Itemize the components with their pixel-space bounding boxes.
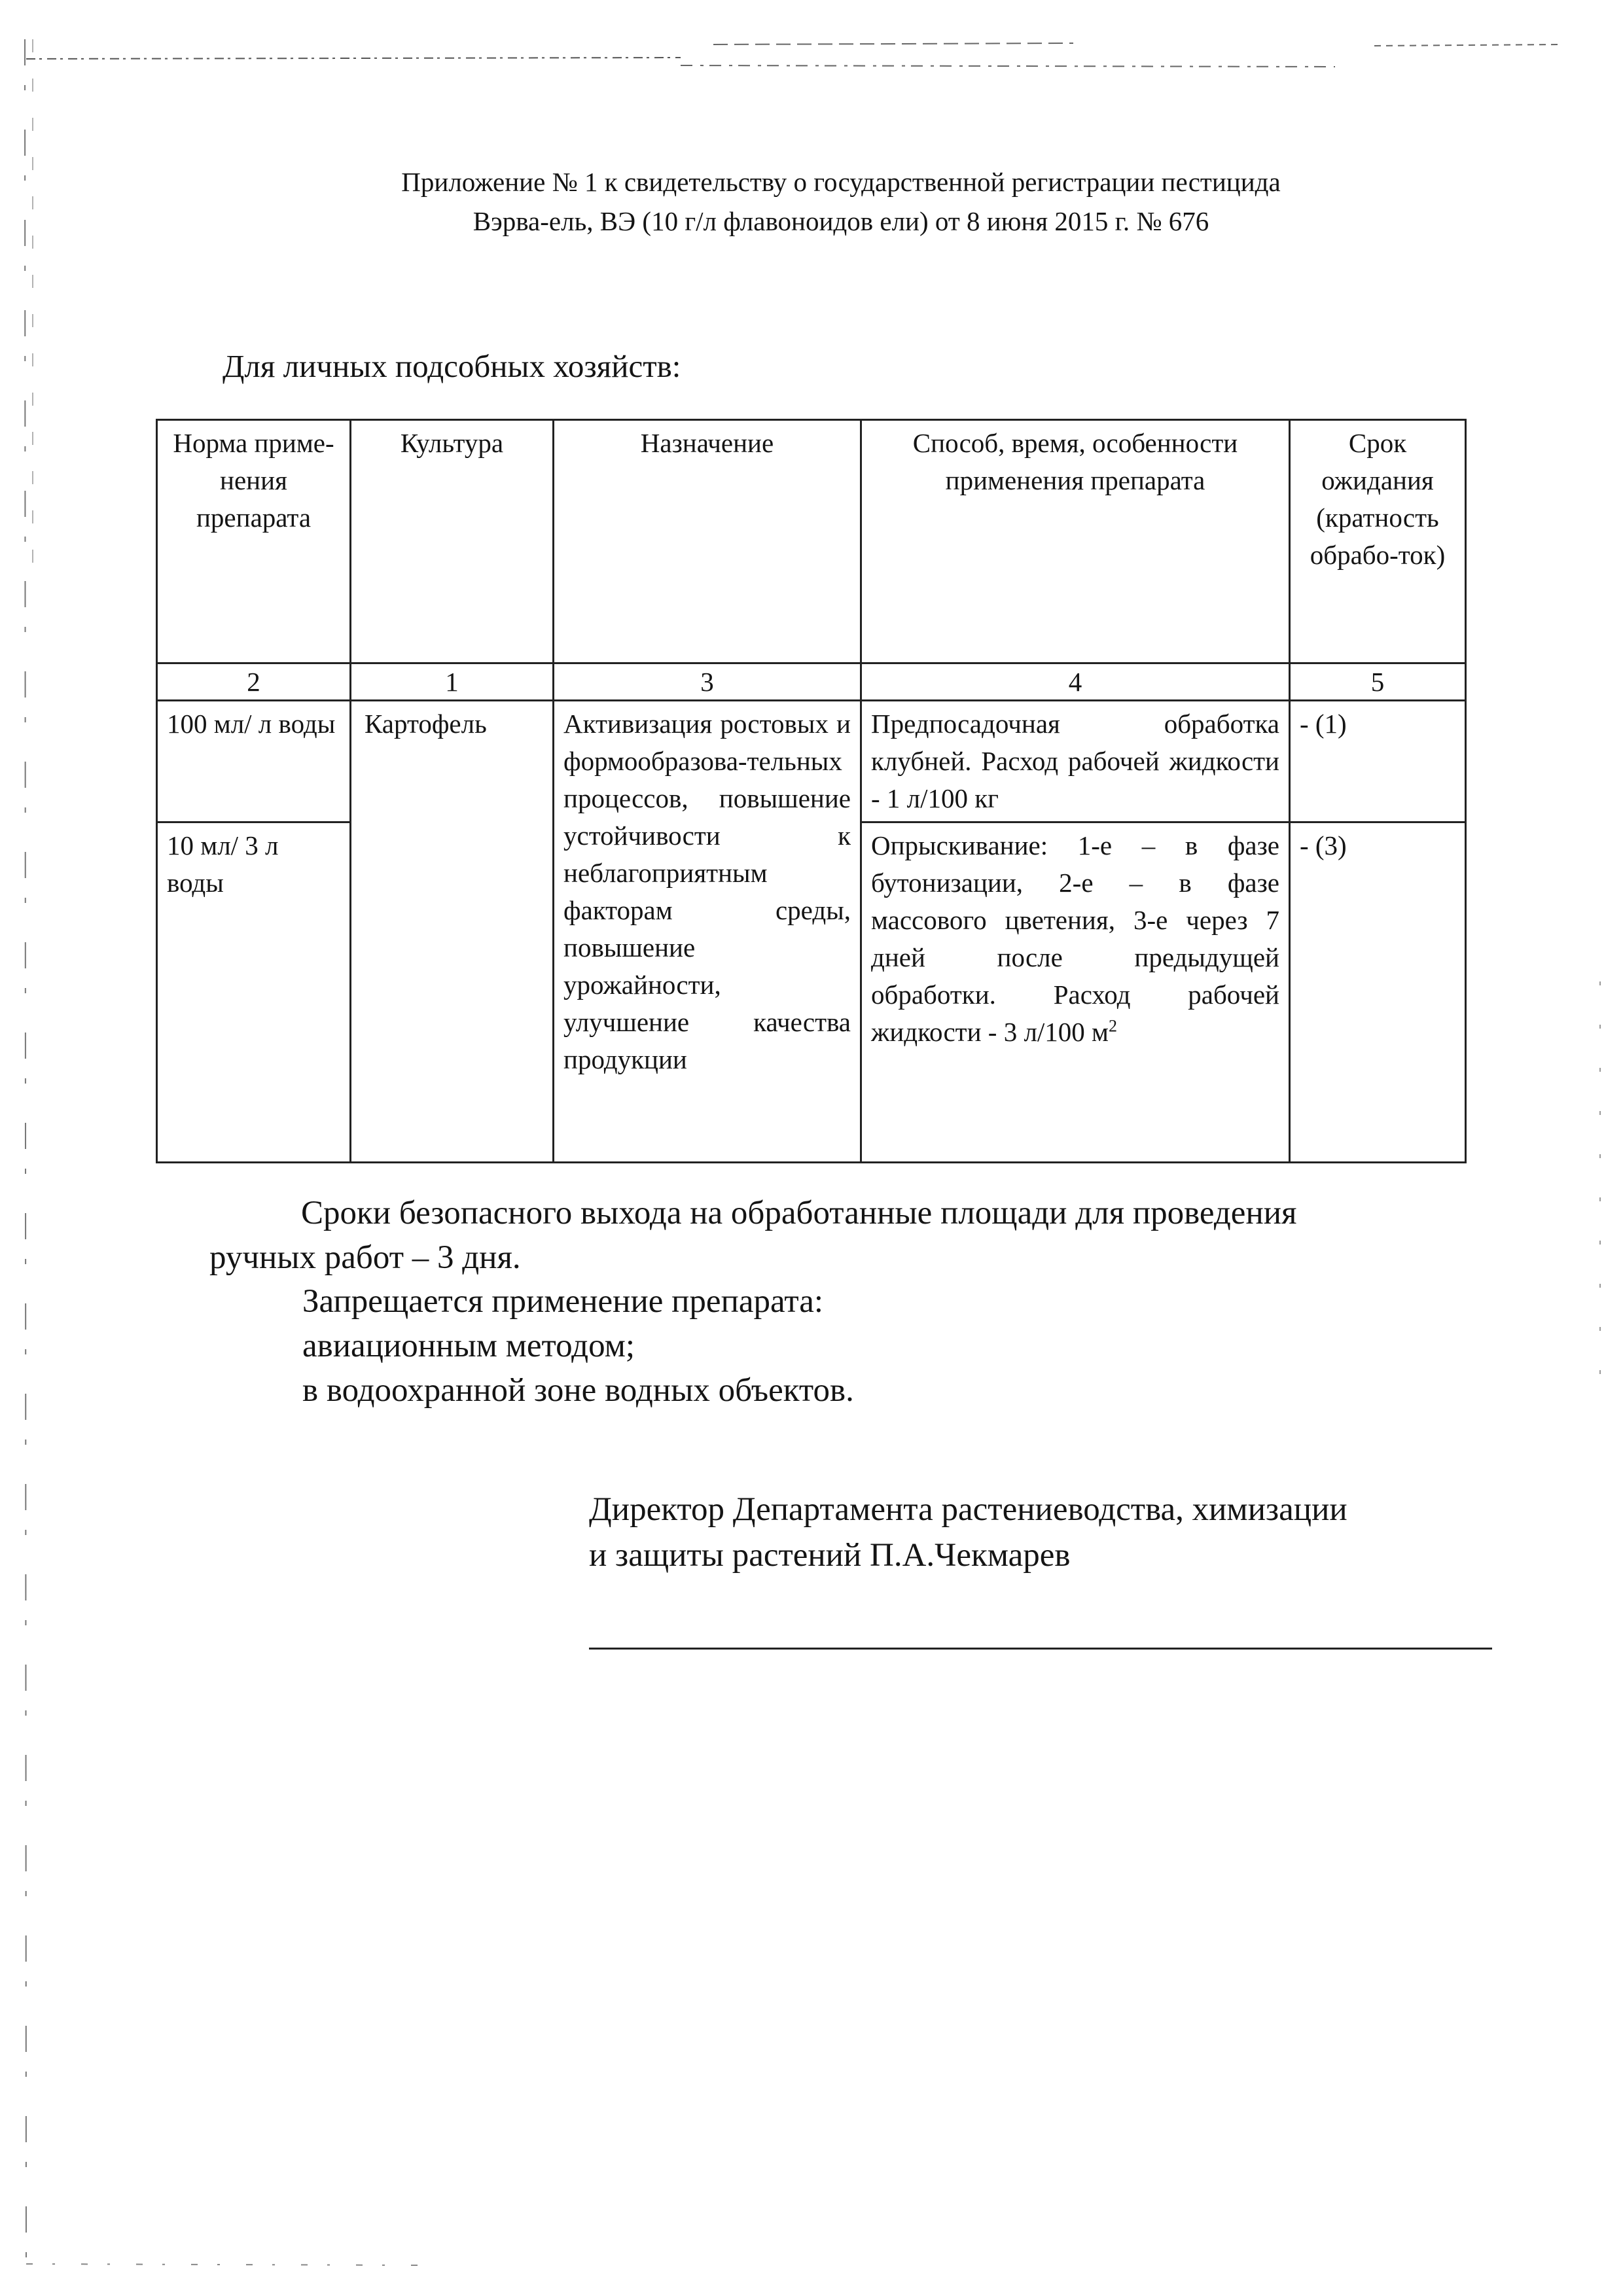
table-row	[157, 701, 1466, 822]
header-line-1: Приложение № 1 к свидетельству о государственной регистрации пестицида	[401, 167, 1281, 197]
scan-noise-left	[18, 39, 38, 2277]
header-norma: Норма приме-нения препарата	[157, 420, 351, 663]
column-number: 3	[554, 663, 861, 701]
prohibition-item: авиационным методом;	[302, 1328, 635, 1364]
header-sposob: Способ, время, особенности применения препарата	[861, 420, 1290, 663]
column-number: 2	[157, 663, 351, 701]
norma-cell: 100 мл/ л воды	[157, 701, 351, 822]
column-number: 5	[1290, 663, 1466, 701]
signature-block	[589, 1487, 1347, 1578]
sposob-cell	[861, 822, 1290, 1163]
prohibition-item: в водоохранной зоне водных объектов.	[302, 1372, 854, 1409]
header-naznachenie: Назначение	[554, 420, 861, 663]
superscript: 2	[1109, 1016, 1117, 1036]
column-number-row	[157, 663, 1466, 701]
section-subtitle: Для личных подсобных хозяйств:	[223, 348, 681, 384]
safety-paragraph-cont: ручных работ – 3 дня.	[209, 1239, 521, 1276]
scan-noise-top	[26, 39, 1584, 79]
column-number: 1	[351, 663, 554, 701]
culture-cell: Картофель	[351, 701, 554, 1163]
signature-line-1: Директор Департамента растениеводства, химизации	[589, 1491, 1347, 1528]
table-header-row	[157, 420, 1466, 663]
registration-table	[156, 419, 1467, 1163]
purpose-cell: Активизация ростовых и формообразова-тельных процессов, повышение устойчивости к неблагоприятным факторам среды, повышение урожайности, улучшение качества продукции	[554, 701, 861, 1163]
srok-cell: - (1)	[1290, 701, 1466, 822]
norma-cell: 10 мл/ 3 л воды	[157, 822, 351, 1163]
signature-underline	[589, 1648, 1492, 1650]
sposob-cell: Предпосадочная обработка клубней. Расход рабочей жидкости - 1 л/100 кг	[861, 701, 1290, 822]
header-kultura: Культура	[351, 420, 554, 663]
header-line-2: Вэрва-ель, ВЭ (10 г/л флавоноидов ели) от 8 июня 2015 г. № 676	[473, 206, 1209, 236]
sposob-text: Опрыскивание: 1-е – в фазе бутонизации, 2-е – в фазе массового цветения, 3-е через 7 дней после предыдущей обработки. Расход рабочей жидкости - 3 л/100 м	[871, 830, 1279, 1047]
scan-noise-bottom	[26, 2251, 419, 2277]
header-srok: Срок ожидания (кратность обрабо-ток)	[1290, 420, 1466, 663]
signature-line-2: и защиты растений П.А.Чекмарев	[589, 1537, 1071, 1574]
column-number: 4	[861, 663, 1290, 701]
srok-cell: - (3)	[1290, 822, 1466, 1163]
prohibition-title: Запрещается применение препарата:	[302, 1283, 824, 1320]
document-header	[0, 162, 1623, 241]
scan-noise-right	[1597, 981, 1603, 1374]
safety-paragraph: Сроки безопасного выхода на обработанные площади для проведения	[301, 1195, 1297, 1231]
